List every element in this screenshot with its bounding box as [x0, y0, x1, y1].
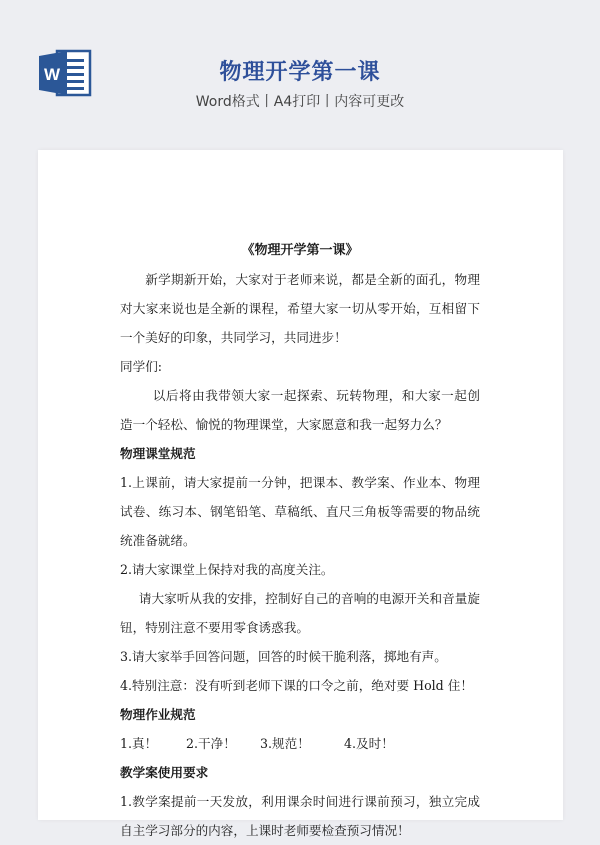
homework-item: 4.及时！	[344, 736, 394, 751]
homework-item: 1.真！	[120, 736, 158, 751]
page-title: 物理开学第一课	[219, 60, 381, 85]
rule-item-1: 1.上课前，请大家提前一分钟，把课本、教学案、作业本、物理试卷、练习本、钢笔铅笔、草稿纸、直尺三角板等需要的物品统统准备就绪。	[120, 475, 480, 548]
header-banner	[0, 0, 600, 150]
rule-item-4: 4.特别注意：没有听到老师下课的口令之前，绝对要 Hold 住！	[120, 678, 473, 693]
usage-item-1: 1.教学案提前一天发放，利用课余时间进行课前预习，独立完成自主学习部分的内容，上课时老师要检查预习情况！	[120, 794, 480, 838]
svg-text:W: W	[43, 65, 61, 84]
section-heading-homework-rules: 物理作业规范	[120, 707, 196, 722]
section-heading-usage-requirements: 教学案使用要求	[120, 765, 209, 780]
greeting-line: 同学们:	[120, 359, 163, 374]
homework-item: 3.规范！	[260, 736, 310, 751]
rule-item-3: 3.请大家举手回答问题，回答的时候干脆利落，掷地有声。	[120, 649, 447, 664]
intro-paragraph: 新学期新开始，大家对于老师来说，都是全新的面孔，物理对大家来说也是全新的课程，希望大家一切从零开始，互相留下一个美好的印象，共同学习，共同进步！	[120, 272, 480, 345]
homework-item: 2.干净！	[186, 736, 236, 751]
rule-item-2: 2.请大家课堂上保持对我的高度关注。	[120, 562, 334, 577]
rule-item-2-detail: 请大家听从我的安排，控制好自己的音响的电源开关和音量旋钮，特别注意不要用零食诱惑我。	[120, 591, 480, 635]
document-page	[38, 150, 563, 838]
page-subtitle: Word格式丨A4打印丨内容可更改	[195, 94, 405, 110]
document-title: 《物理开学第一课》	[241, 243, 359, 258]
homework-items-row	[120, 729, 480, 758]
invite-paragraph: 以后将由我带领大家一起探索、玩转物理，和大家一起创造一个轻松、愉悦的物理课堂，大家愿意和我一起努力么？	[120, 388, 480, 432]
section-heading-classroom-rules: 物理课堂规范	[120, 446, 196, 461]
document-content	[120, 236, 480, 845]
